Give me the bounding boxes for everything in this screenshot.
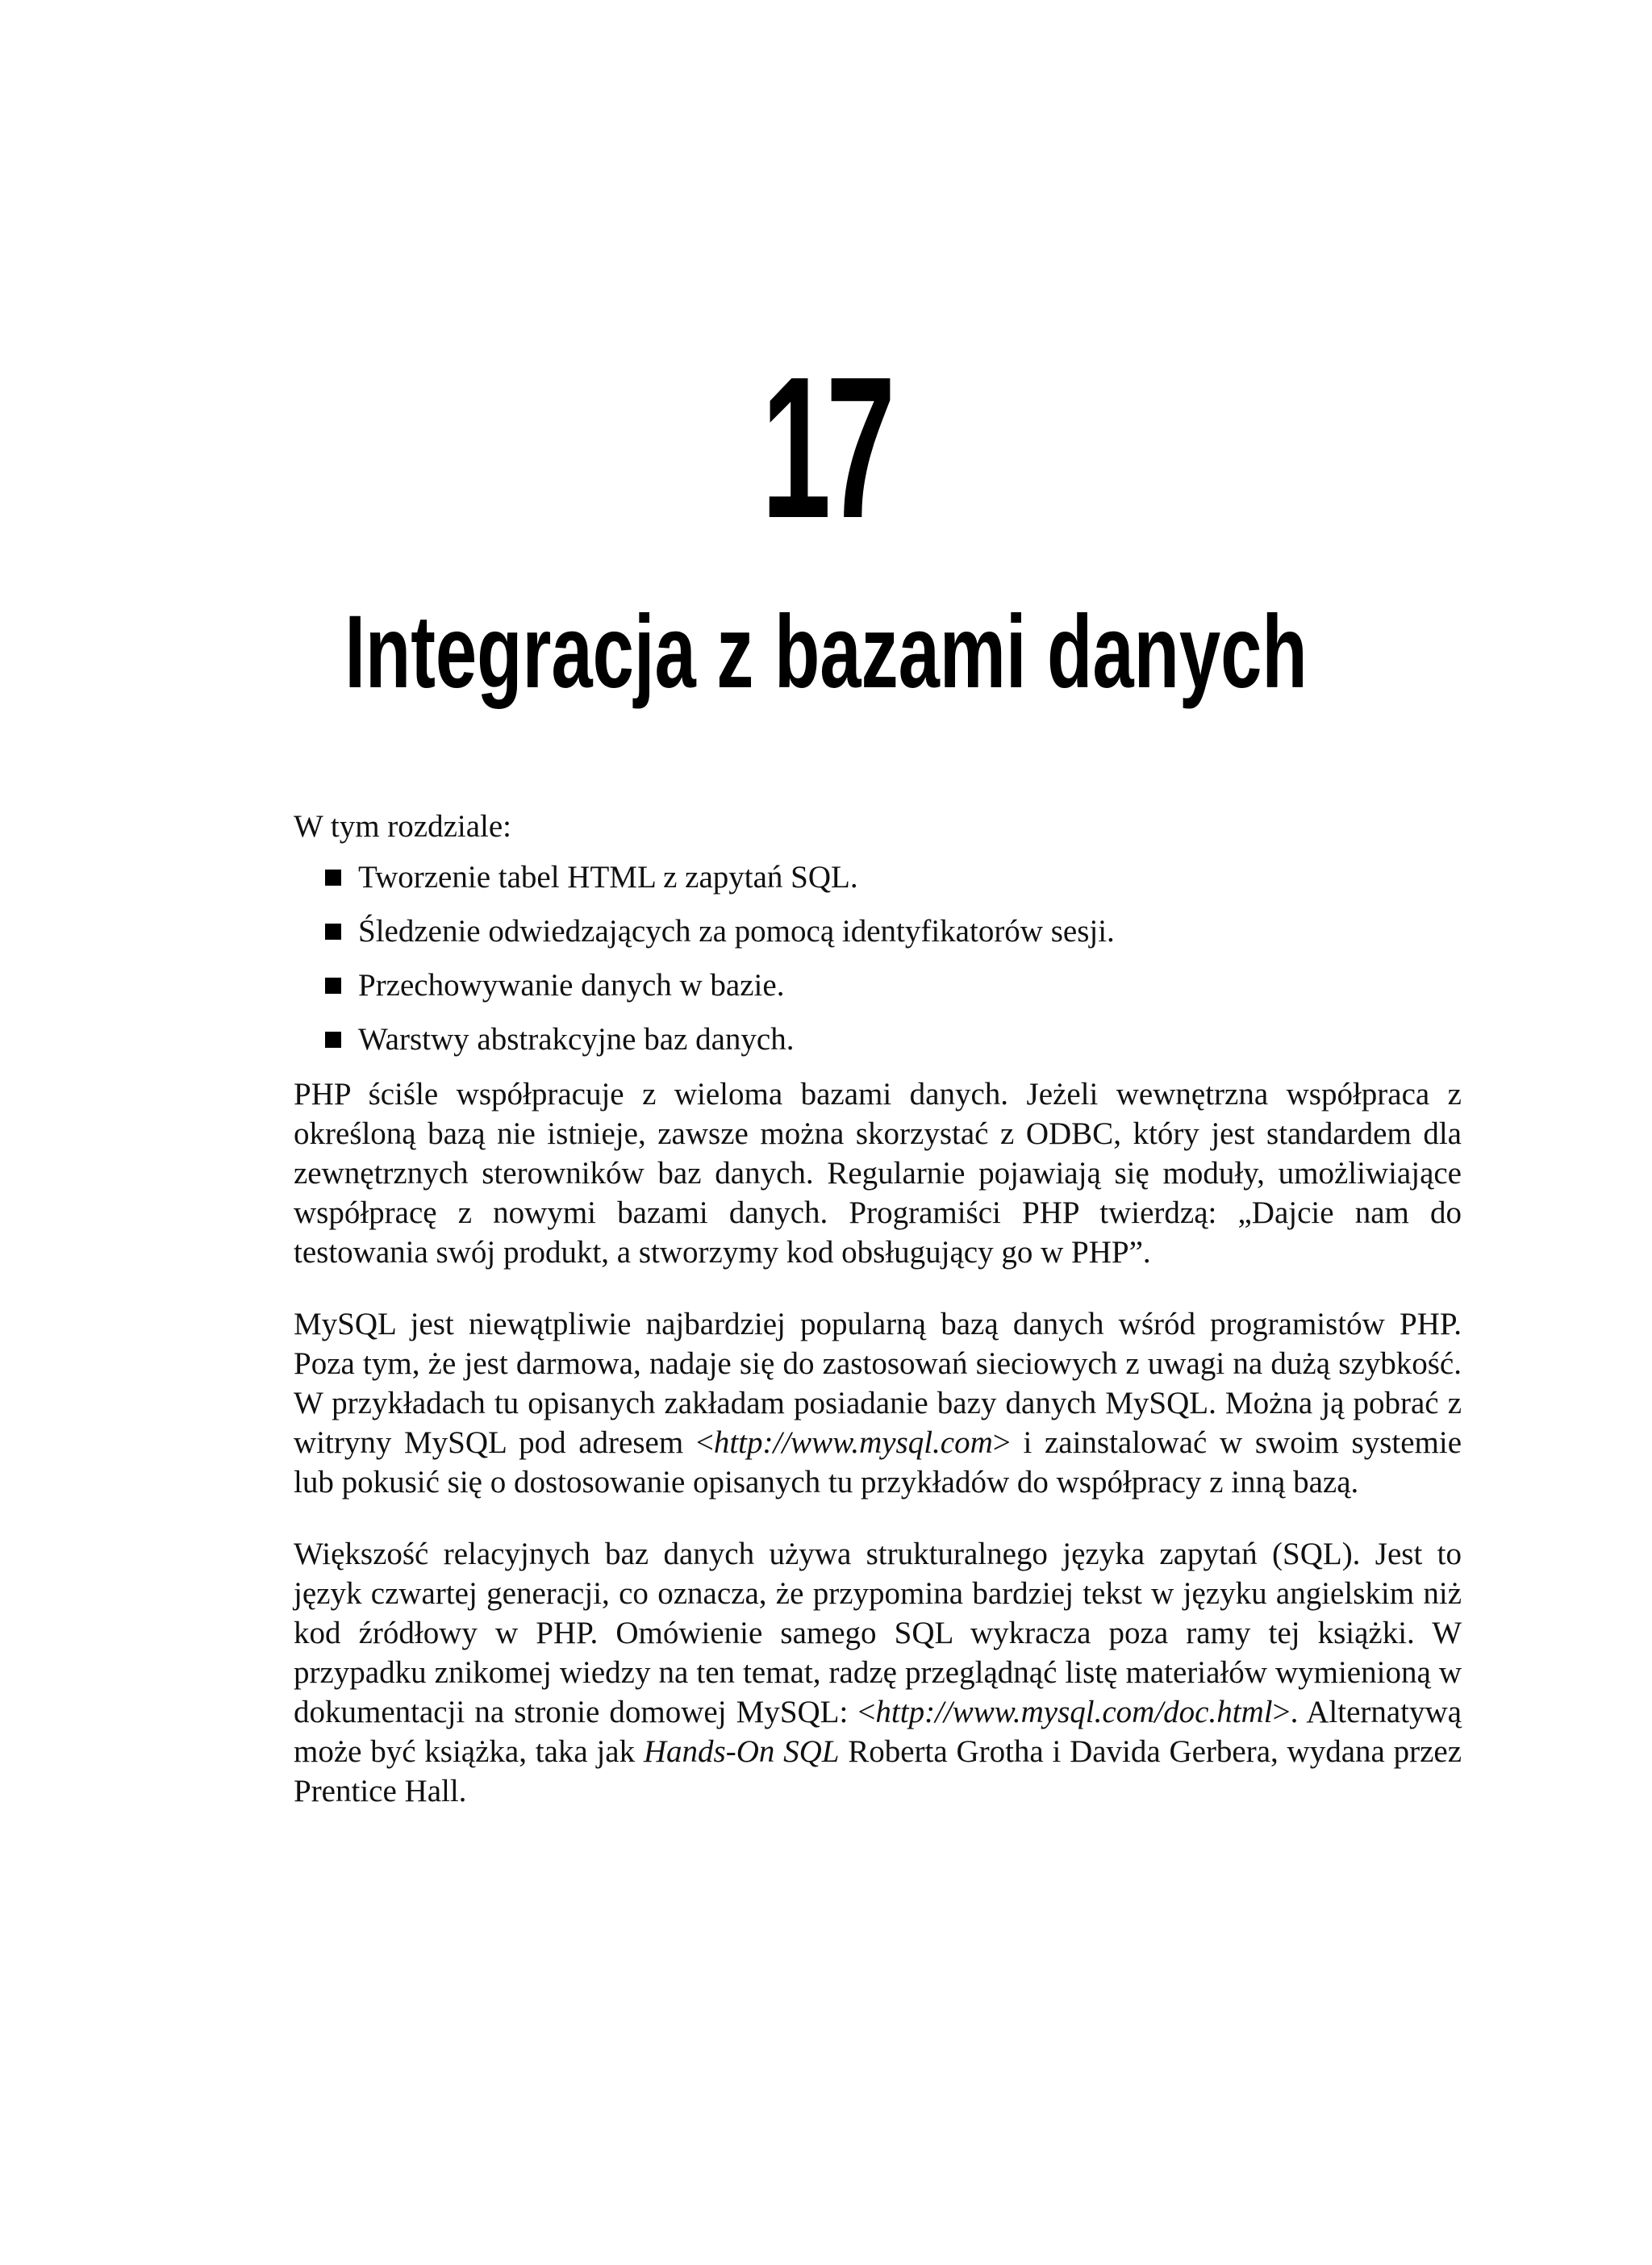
paragraph-text: >. Alternatywą może być książka, taka jak — [294, 1695, 1462, 1769]
square-bullet-icon — [325, 1032, 341, 1048]
list-item — [294, 911, 1462, 951]
list-item — [294, 857, 1462, 897]
chapter-intro: W tym rozdziale: — [294, 809, 512, 844]
list-item-text: Przechowywanie danych w bazie. — [358, 968, 785, 1003]
chapter-body — [294, 807, 1462, 1843]
paragraph-sql — [294, 1534, 1462, 1811]
list-item-text: Tworzenie tabel HTML z zapytań SQL. — [358, 860, 858, 895]
mysql-doc-url: http://www.mysql.com/doc.html — [875, 1695, 1273, 1729]
paragraph-text: > i zainstalować w swoim systemie lub pokusić się o dostosowanie opisanych tu przykładów do współpracy z inną bazą. — [294, 1425, 1462, 1500]
paragraph-php-databases: PHP ściśle współpracuje z wieloma bazami danych. Jeżeli wewnętrzna współpraca z określoną bazą nie istnieje, zawsze można skorzystać z ODBC, który jest standardem dla zewnętrznych sterowników baz danych. Regularnie pojawiają się moduły, umożliwiające współpracę z nowymi bazami danych. Programiści PHP twierdzą: „Dajcie nam do testowania swój produkt, a stworzymy kod obsługujący go w PHP”. — [294, 1077, 1462, 1270]
chapter-title: Integracja z bazami danych — [344, 594, 1308, 710]
list-item — [294, 1020, 1462, 1059]
mysql-url: http://www.mysql.com — [713, 1425, 993, 1460]
square-bullet-icon — [325, 978, 341, 994]
list-item — [294, 966, 1462, 1005]
chapter-topics-list — [294, 857, 1462, 1059]
chapter-number: 17 — [761, 335, 891, 560]
square-bullet-icon — [325, 870, 341, 886]
paragraph-text: Większość relacyjnych baz danych używa strukturalnego języka zapytań (SQL). Jest to język czwartej generacji, co oznacza, że przypomina bardziej tekst w języku angielskim niż kod źródłowy w PHP. Omówienie samego SQL wykracza poza ramy tej książki. W przypadku znikomej wiedzy na ten temat, radzę przeglądnąć listę materiałów wymienioną w dokumentacji na stronie domowej MySQL: < — [294, 1537, 1462, 1729]
book-title: Hands-On SQL — [643, 1734, 840, 1769]
list-item-text: Warstwy abstrakcyjne baz danych. — [358, 1022, 795, 1057]
paragraph-text: Roberta Grotha i Davida Gerbera, wydana przez Prentice Hall. — [294, 1734, 1462, 1808]
paragraph-mysql — [294, 1304, 1462, 1502]
list-item-text: Śledzenie odwiedzających za pomocą identyfikatorów sesji. — [358, 914, 1115, 949]
square-bullet-icon — [325, 924, 341, 940]
paragraph-text: MySQL jest niewątpliwie najbardziej popularną bazą danych wśród programistów PHP. Poza tym, że jest darmowa, nadaje się do zastosowań sieciowych z uwagi na dużą szybkość. W przykładach tu opisanych zakładam posiadanie bazy danych MySQL. Można ją pobrać z witryny MySQL pod adresem < — [294, 1307, 1462, 1460]
